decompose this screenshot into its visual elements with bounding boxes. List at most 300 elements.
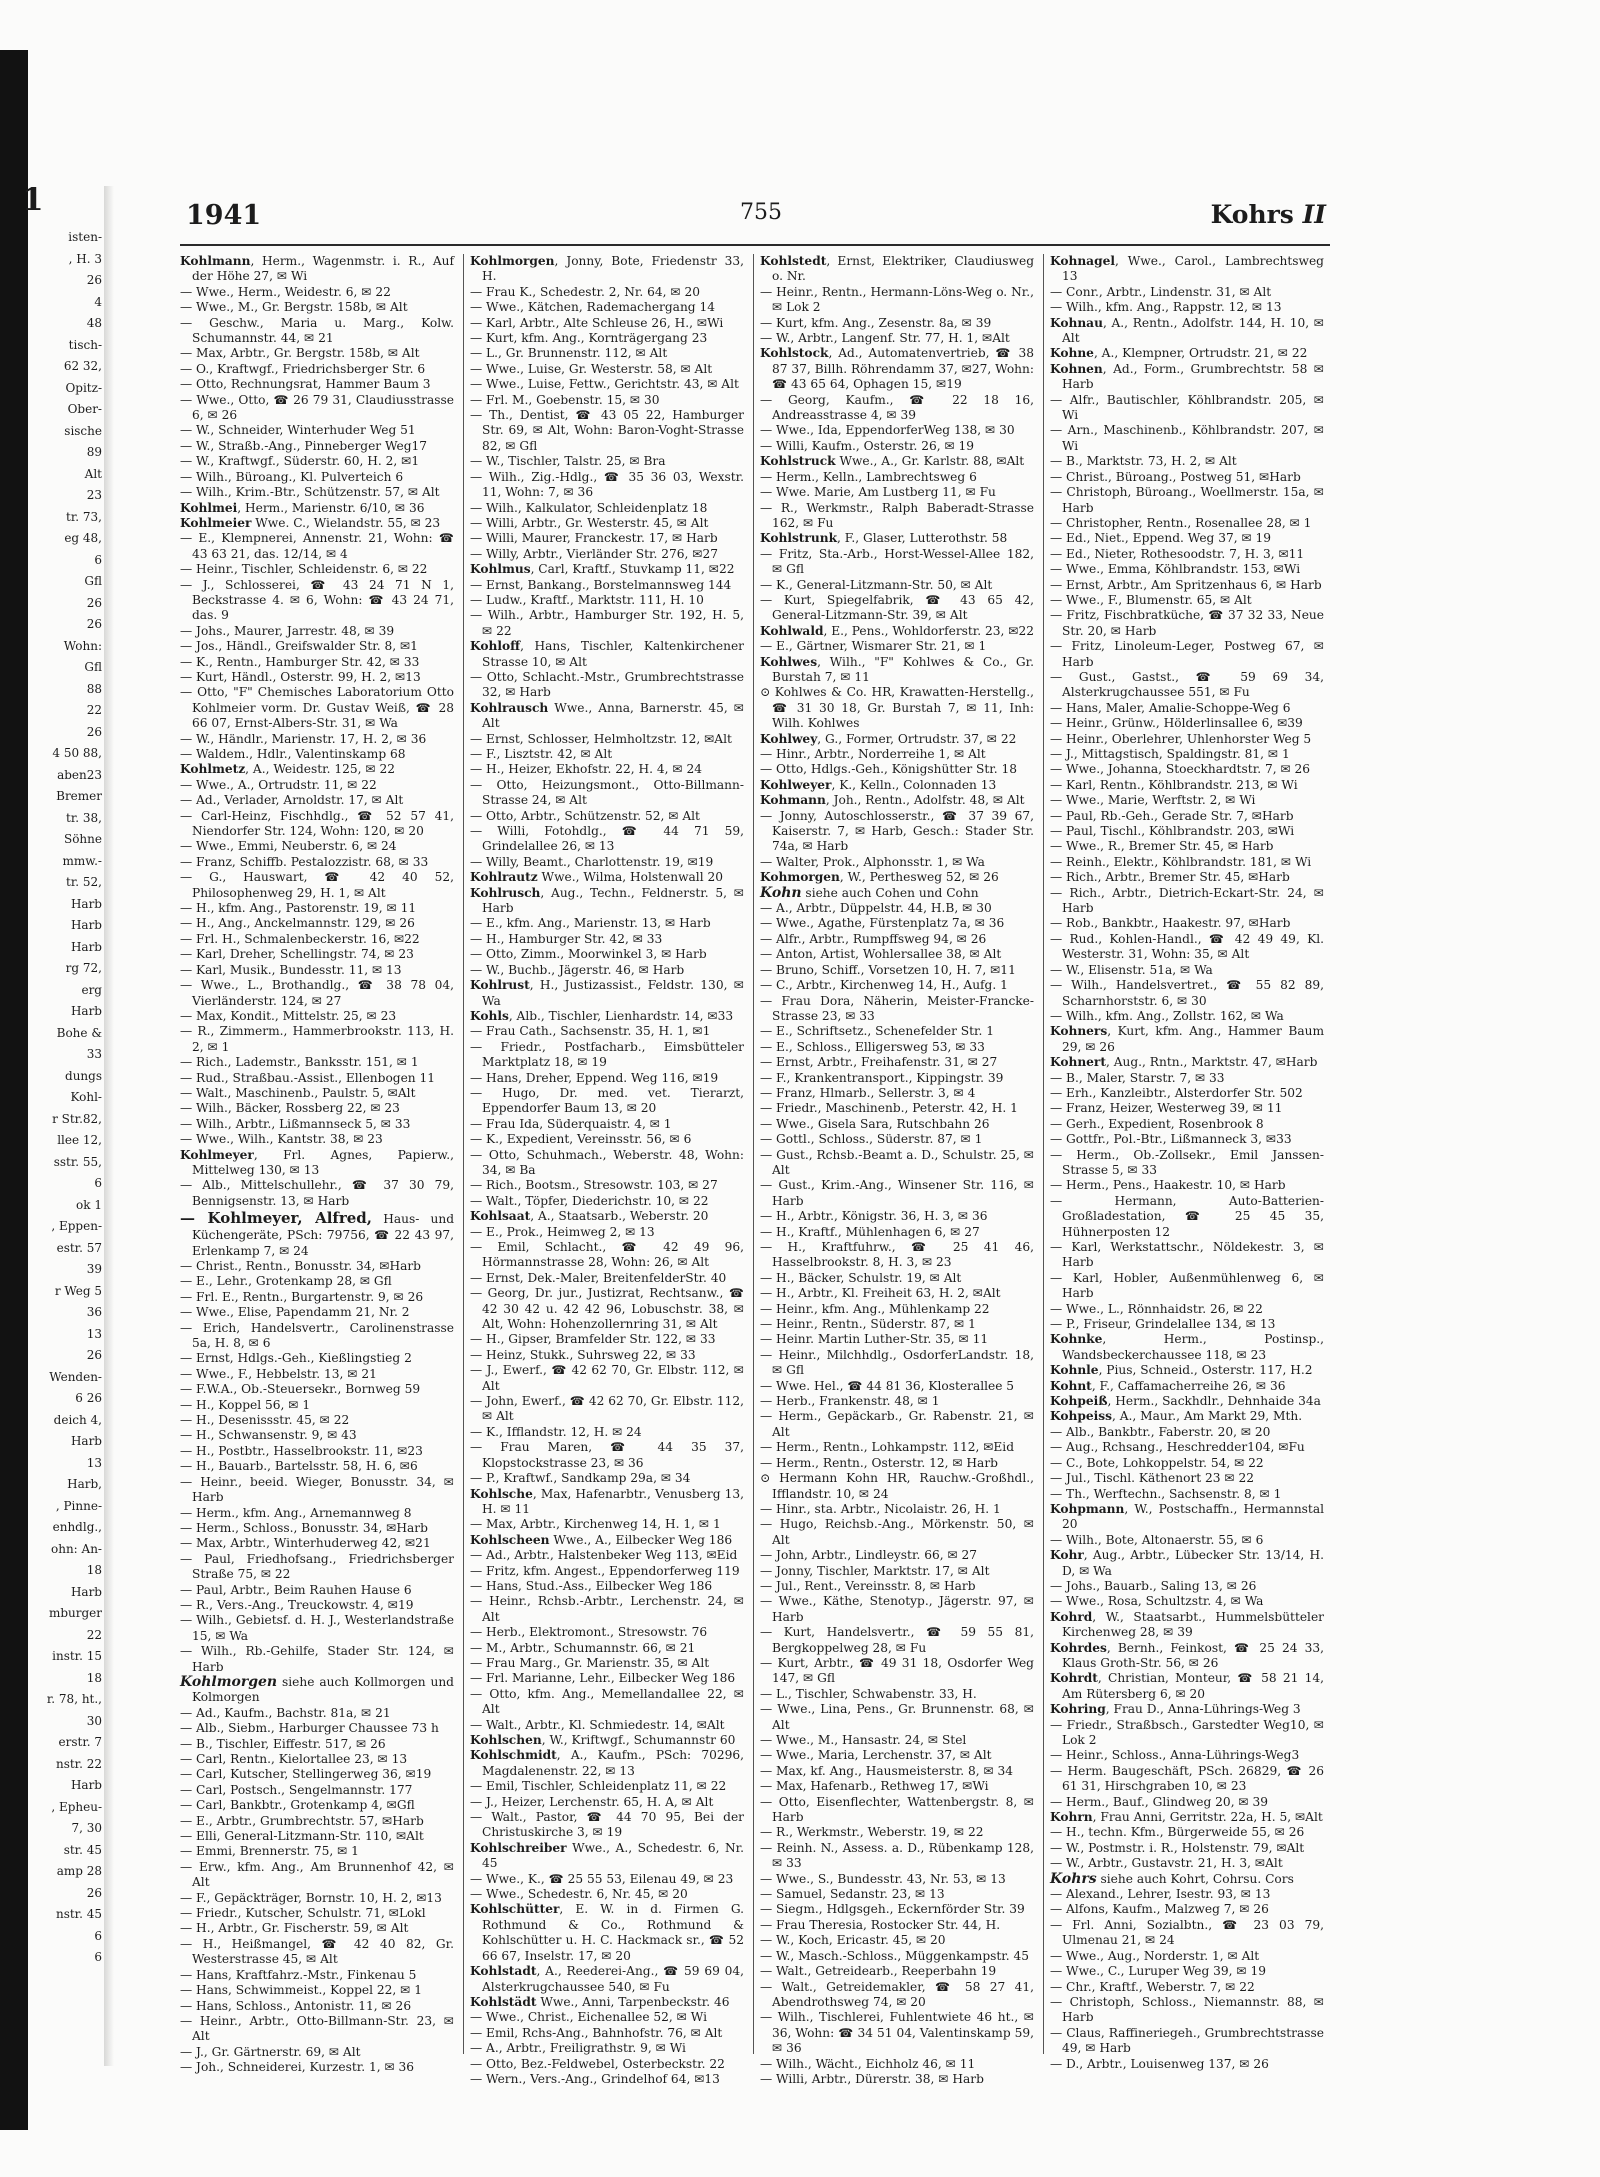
entry-details: — P., Kraftwf., Sandkamp 29a, ✉ 34 <box>470 1471 691 1486</box>
directory-entry <box>180 1178 454 1209</box>
directory-entry <box>470 562 744 577</box>
directory-entry <box>1050 362 1324 393</box>
entry-details: ⊙ Hermann Kohn HR, Rauchw.-Großhdl., Ifflandstr. 10, ✉ 24 <box>760 1471 1034 1501</box>
directory-entry <box>760 2057 1034 2072</box>
directory-entry <box>1050 1502 1324 1533</box>
directory-entry <box>1050 916 1324 931</box>
entry-details: — Kurt, Spiegelfabrik, ☎ 43 65 42, General-Litzmann-Str. 39, ✉ Alt <box>760 592 1034 623</box>
entry-details: — Karl, Musik., Bundesstr. 11, ✉ 13 <box>180 962 402 977</box>
entry-details: — Wilh., Büroang., Kl. Pulverteich 6 <box>180 469 404 484</box>
entry-details: — R., Werkmstr., Weberstr. 19, ✉ 22 <box>760 1825 984 1840</box>
directory-entry <box>470 1024 744 1039</box>
directory-entry <box>470 408 744 454</box>
entry-details: — H., Heizer, Ekhofstr. 22, H. 4, ✉ 24 <box>470 762 703 777</box>
directory-entry <box>180 1521 454 1536</box>
previous-page-fragment: sische <box>64 423 102 438</box>
previous-page-fragment: Ober- <box>67 402 102 416</box>
entry-details: — J., Ewerf., ☎ 42 62 70, Gr. Elbstr. 112, ✉ Alt <box>470 1363 744 1393</box>
directory-entry <box>1050 793 1324 808</box>
directory-entry <box>760 932 1034 947</box>
entry-details: — Heinr. Martin Luther-Str. 35, ✉ 11 <box>760 1332 989 1347</box>
entry-details: — Wern., Vers.-Ang., Grindelhof 64, ✉13 <box>470 2071 720 2086</box>
entry-details: — Wwe., Käthe, Stenotyp., Jägerstr. 97, ✉ Harb <box>760 1594 1034 1624</box>
previous-page-fragment: 13 <box>86 1455 102 1470</box>
entry-details: — Herb., Elektromont., Stresowstr. 76 <box>470 1625 708 1640</box>
directory-entry <box>470 1579 744 1594</box>
entry-details: — Paul, Tischl., Köhlbrandstr. 203, ✉Wi <box>1050 824 1295 839</box>
entry-surname: Kohrn <box>1050 1810 1093 1825</box>
entry-details: — Max, Kondit., Mittelstr. 25, ✉ 23 <box>180 1008 397 1023</box>
directory-entry <box>470 855 744 870</box>
directory-entry <box>470 670 744 701</box>
directory-entry <box>1050 1086 1324 1101</box>
entry-details: — G., Hauswart, ☎ 42 40 52, Philosophenweg 29, H. 1, ✉ Alt <box>180 870 454 900</box>
entry-details: Wwe., Anna, Barnerstr. 45, ✉Alt <box>482 700 744 731</box>
directory-entry <box>760 1394 1034 1409</box>
directory-entry <box>470 1071 744 1086</box>
directory-entry <box>760 1148 1034 1179</box>
entry-details: — A., Arbtr., Freiligrathstr. 9, ✉ Wi <box>470 2041 686 2056</box>
previous-page-fragment: aben23 <box>57 767 102 782</box>
previous-page-fragment: Bohe & <box>56 1025 102 1040</box>
entry-details: — Herm., Gepäckarb., Gr. Rabenstr. 21, ✉ Alt <box>760 1409 1034 1439</box>
previous-page-fragment: 18 <box>86 1670 102 1685</box>
entry-details: — Frau Cath., Sachsenstr. 35, H. 1, ✉1 <box>470 1024 711 1039</box>
directory-entry <box>180 1968 454 1983</box>
entry-surname: Kohnau <box>1050 315 1103 330</box>
directory-entry <box>470 1363 744 1394</box>
directory-entry <box>470 2041 744 2056</box>
previous-page-fragment: 26 <box>86 595 102 610</box>
entry-details: — Heinr., Rchsb.-Arbtr., Lerchenstr. 24, ✉ Alt <box>470 1594 744 1624</box>
directory-entry <box>1050 778 1324 793</box>
entry-surname: Kohpeiss <box>1050 1409 1112 1424</box>
previous-page-fragment: 26 <box>86 1885 102 1900</box>
entry-details: — Walt., Pastor, ☎ 44 70 95, Bei der Christuskirche 3, ✉ 19 <box>470 1810 744 1840</box>
entry-details: — Paul, Arbtr., Beim Rauhen Hause 6 <box>180 1582 412 1597</box>
entry-surname: Kohlstadt <box>470 1964 537 1979</box>
directory-entry <box>470 1748 744 1779</box>
entry-details: — Max, Arbtr., Kirchenweg 14, H. 1, ✉ 1 <box>470 1517 721 1532</box>
entry-details: — Hinr., sta. Arbtr., Nicolaistr. 26, H. 1 <box>760 1501 1001 1516</box>
entry-details: — Wwe., Luise, Fettw., Gerichtstr. 43, ✉ Alt <box>470 377 739 392</box>
entry-details: — Gerh., Expedient, Rosenbrook 8 <box>1050 1116 1264 1131</box>
previous-page-fragment: amp 28 <box>56 1864 102 1878</box>
directory-entry <box>470 501 744 516</box>
directory-entry <box>760 1302 1034 1317</box>
directory-entry <box>760 870 1034 885</box>
directory-entry <box>470 1641 744 1656</box>
entry-details: — Ed., Nieter, Rothesoodstr. 7, H. 3, ✉11 <box>1050 546 1305 561</box>
header-rule <box>180 244 1330 246</box>
directory-entry <box>470 1271 744 1286</box>
directory-entry <box>180 1009 454 1024</box>
directory-entry <box>180 1829 454 1844</box>
directory-entry <box>760 1440 1034 1455</box>
previous-page-fragment: isten- <box>68 230 102 244</box>
directory-entry <box>1050 1132 1324 1147</box>
entry-details: — Siegm., Hdlgsgeh., Eckernförder Str. 39 <box>760 1902 1025 1917</box>
entry-details: — Walt., Arbtr., Kl. Schmiedestr. 14, ✉Alt <box>470 1717 725 1732</box>
entry-details: — Carl-Heinz, Fischhdlg., ☎ 52 57 41, Niendorfer Str. 124, Wohn: 120, ✉ 20 <box>180 808 454 839</box>
entry-surname: Kohrdes <box>1050 1640 1107 1655</box>
directory-entry <box>180 2045 454 2060</box>
directory-entry <box>760 1502 1034 1517</box>
entry-details: — Wwe., Marie, Werftstr. 2, ✉ Wi <box>1050 793 1256 808</box>
directory-entry <box>1050 516 1324 531</box>
previous-page-fragment: tr. 73, <box>66 509 102 524</box>
entry-details: — Th., Werftechn., Sachsenstr. 8, ✉ 1 <box>1050 1486 1282 1501</box>
entry-surname: Kohlrautz <box>470 870 538 885</box>
entry-details: — Karl, Rentn., Köhlbrandstr. 213, ✉ Wi <box>1050 777 1298 792</box>
directory-entry <box>1050 346 1324 361</box>
directory-entry <box>470 1964 744 1995</box>
directory-entry <box>470 639 744 670</box>
previous-page-fragment: 6 <box>94 1176 102 1190</box>
previous-page-number: 1 <box>22 182 43 218</box>
directory-entry <box>1050 593 1324 608</box>
entry-cross-reference-heading: Kohn <box>760 884 802 901</box>
directory-entry <box>1050 608 1324 639</box>
directory-entry <box>1050 839 1324 854</box>
directory-entry <box>470 2072 744 2087</box>
directory-entry <box>1050 1055 1324 1070</box>
previous-page-fragment: 22 <box>86 1627 102 1642</box>
directory-entry <box>1050 562 1324 577</box>
directory-entry <box>180 1937 454 1968</box>
entry-details: — Ernst, Hdlgs.-Geh., Kießlingstieg 2 <box>180 1351 412 1366</box>
directory-entry <box>760 285 1034 316</box>
entry-details: , W., Staatsarbt., Hummelsbütteler Kirchenweg 28, ✉ 39 <box>1062 1609 1324 1640</box>
entry-details: — K., Expedient, Vereinsstr. 56, ✉ 6 <box>470 1132 692 1147</box>
entry-details: — Wwe., A., Ortrudstr. 11, ✉ 22 <box>180 777 377 792</box>
entry-surname: Kohlweyer <box>760 777 832 792</box>
directory-entry <box>470 393 744 408</box>
directory-entry <box>760 1348 1034 1379</box>
entry-details: — Emil, Tischler, Schleidenplatz 11, ✉ 22 <box>470 1779 727 1794</box>
entry-surname: Kohlmei <box>180 500 238 515</box>
previous-page-fragment: 26 <box>86 273 102 287</box>
entry-details: Wwe., Wilma, Holstenwall 20 <box>537 870 723 885</box>
entry-details: — Friedr., Maschinenb., Peterstr. 42, H. 1 <box>760 1101 1018 1116</box>
entry-details: — Alb., Bankbtr., Faberstr. 20, ✉ 20 <box>1050 1424 1271 1439</box>
directory-entry <box>180 1290 454 1305</box>
directory-entry <box>760 1764 1034 1779</box>
directory-entry <box>180 516 454 531</box>
directory-entry <box>760 1101 1034 1116</box>
entry-details: siehe auch Cohen und Cohn <box>801 885 979 900</box>
entry-details: — Paul, Friedhofsang., Friedrichsberger Straße 75, ✉ 22 <box>180 1551 454 1582</box>
entry-details: — D., Arbtr., Louisenweg 137, ✉ 26 <box>1050 2056 1269 2071</box>
entry-details: — Kurt, Handelsvertr., ☎ 59 55 81, Bergkoppelweg 28, ✉ Fu <box>760 1625 1034 1655</box>
entry-details: — Arn., Maschinenb., Köhlbrandstr. 207, ✉ Wi <box>1050 423 1324 453</box>
entry-details: — Geschw., Maria u. Marg., Kolw. Schumannstr. 44, ✉ 21 <box>180 315 454 346</box>
entry-surname: Kohlschmidt <box>470 1748 557 1763</box>
directory-entry <box>760 978 1034 993</box>
entry-details: — Otto, kfm. Ang., Memellandallee 22, ✉ Alt <box>470 1686 744 1717</box>
entry-details: — E., Klempnerei, Annenstr. 21, Wohn: ☎ 43 63 21, das. 12/14, ✉ 4 <box>180 531 454 561</box>
previous-page-fragment: tr. 52, <box>66 875 102 889</box>
entry-details: — Emil, Schlacht., ☎ 42 49 96, Hörmannstrasse 28, Wohn: 26, ✉ Alt <box>470 1240 744 1270</box>
entry-details: — C., Bote, Lohkoppelstr. 54, ✉ 22 <box>1050 1455 1264 1470</box>
entry-details: , Max, Hafenarbtr., Venusberg 13, H. ✉ 11 <box>482 1486 744 1516</box>
directory-entry <box>180 1413 454 1428</box>
directory-entry <box>760 809 1034 855</box>
directory-entry <box>760 2010 1034 2056</box>
directory-entry <box>1050 1071 1324 1086</box>
entry-details: — Alexand., Lehrer, Isestr. 93, ✉ 13 <box>1050 1887 1271 1902</box>
directory-entry <box>760 346 1034 392</box>
entry-details: — Claus, Raffineriegeh., Grumbrechtstrasse 49, ✉ Harb <box>1050 2025 1324 2056</box>
directory-entry <box>1050 1332 1324 1363</box>
directory-entry <box>760 1733 1034 1748</box>
entry-details: — P., Friseur, Grindelallee 134, ✉ 13 <box>1050 1317 1276 1332</box>
entry-surname: Kohpmann <box>1050 1501 1125 1516</box>
entry-details: — Hugo, Dr. med. vet. Tierarzt, Eppendorfer Baum 13, ✉ 20 <box>470 1085 744 1116</box>
entry-details: — H., Desenissstr. 45, ✉ 22 <box>180 1413 350 1428</box>
entry-surname: Kohlmus <box>470 562 531 577</box>
directory-entry <box>1050 1980 1324 1995</box>
entry-details: , Hans, Tischler, Kaltenkirchener Strasse 10, ✉ Alt <box>482 639 744 669</box>
entry-surname: Kohpeiß <box>1050 1394 1108 1409</box>
directory-entry <box>470 1471 744 1486</box>
directory-entry <box>180 1921 454 1936</box>
entry-details: — H., Hamburger Str. 42, ✉ 33 <box>470 931 663 946</box>
entry-details: — H., techn. Kfm., Bürgerweide 55, ✉ 26 <box>1050 1825 1305 1840</box>
previous-page-fragment: erstr. 7 <box>58 1735 102 1749</box>
directory-entry <box>1050 1394 1324 1409</box>
entry-details: — Rich., Lademstr., Banksstr. 151, ✉ 1 <box>180 1055 419 1070</box>
directory-entry <box>1050 1425 1324 1440</box>
previous-page-fragment: 23 <box>86 488 102 502</box>
entry-details: — Walt., Getreidemakler, ☎ 58 27 41, Abendrothsweg 74, ✉ 20 <box>760 1979 1034 2009</box>
directory-entry <box>760 316 1034 331</box>
entry-details: — W., Kraftwgf., Süderstr. 60, H. 2, ✉1 <box>180 454 420 469</box>
entry-details: , A., Weidestr. 125, ✉ 22 <box>245 762 395 777</box>
entry-surname: Kohlschen <box>470 1733 542 1747</box>
entry-surname: Kohlstruck <box>760 454 836 469</box>
directory-entry <box>470 1872 744 1887</box>
directory-entry <box>760 1902 1034 1917</box>
entry-surname: Kohmann <box>760 793 826 808</box>
directory-entry <box>760 1918 1034 1933</box>
directory-entry <box>470 1148 744 1179</box>
entry-details: — W., Tischler, Talstr. 25, ✉ Bra <box>470 454 666 469</box>
entry-surname: Kohlsche <box>470 1486 533 1501</box>
entry-details: — Herm., kfm. Ang., Arnemannweg 8 <box>180 1505 412 1520</box>
entry-details: — Wwe., M., Hansastr. 24, ✉ Stel <box>760 1733 967 1747</box>
entry-details: — Wwe., M., Gr. Bergstr. 158b, ✉ Alt <box>180 300 408 315</box>
entry-details: — Samuel, Sedanstr. 23, ✉ 13 <box>760 1887 945 1902</box>
directory-entry <box>470 1718 744 1733</box>
directory-entry <box>470 1517 744 1532</box>
directory-entry <box>760 393 1034 424</box>
entry-cross-reference-heading: Kohlmorgen <box>180 1673 278 1690</box>
page-header <box>180 190 1330 234</box>
directory-entry <box>180 1613 454 1644</box>
entry-details: — Max, kf. Ang., Hausmeisterstr. 8, ✉ 34 <box>760 1763 1014 1778</box>
entry-details: — W., Arbtr., Gustavstr. 21, H. 3, ✉Alt <box>1050 1856 1283 1871</box>
directory-entry <box>470 516 744 531</box>
entry-details: — Max, Arbtr., Gr. Bergstr. 158b, ✉ Alt <box>180 346 420 361</box>
entry-details: — Wwe., L., Rönnhaidstr. 26, ✉ 22 <box>1050 1301 1263 1316</box>
directory-entry <box>470 1564 744 1579</box>
directory-entry <box>180 1506 454 1521</box>
entry-surname: Kohlmann <box>180 254 251 268</box>
entry-surname: Kohnle <box>1050 1363 1099 1378</box>
entry-details: — Otto, Heizungsmont., Otto-Billmann-Strasse 24, ✉ Alt <box>470 777 744 808</box>
entry-details: — Willi, Maurer, Franckestr. 17, ✉ Harb <box>470 531 718 546</box>
previous-page-fragment: Harb <box>70 1778 102 1792</box>
directory-entry <box>180 1536 454 1551</box>
previous-page-fragment: Wohn: <box>63 638 102 653</box>
directory-entry <box>180 1459 454 1474</box>
entry-details: — Wwe., Luise, Gr. Westerstr. 58, ✉ Alt <box>470 361 713 376</box>
directory-entry <box>180 670 454 685</box>
directory-entry <box>1050 1918 1324 1949</box>
directory-entry <box>180 346 454 361</box>
directory-entry <box>1050 1825 1324 1840</box>
previous-page-fragment: 26 <box>86 724 102 739</box>
entry-details: — Christoph, Büroang., Woellmerstr. 15a, ✉ Harb <box>1050 485 1324 515</box>
directory-entry <box>470 316 744 331</box>
directory-entry <box>1050 701 1324 716</box>
entry-details: — Christ., Büroang., Postweg 51, ✉Harb <box>1050 469 1301 484</box>
directory-entry <box>180 1071 454 1086</box>
directory-entry <box>470 300 744 315</box>
entry-details: — F., Krankentransport., Kippingstr. 39 <box>760 1070 1004 1085</box>
previous-page-fragment: eg 48, <box>64 531 102 545</box>
directory-entry <box>760 1548 1034 1563</box>
directory-entry <box>1050 870 1324 885</box>
directory-entry <box>1050 300 1324 315</box>
directory-entry <box>180 1132 454 1147</box>
previous-page-fragment: Harb <box>70 918 102 932</box>
previous-page-fragment: instr. 15 <box>52 1649 102 1663</box>
entry-details: — Otto, Zimm., Moorwinkel 3, ✉ Harb <box>470 947 707 962</box>
directory-entry <box>470 531 744 546</box>
previous-page-fragment: erg <box>81 982 102 997</box>
entry-details: , W., Kriftwgf., Schumannstr 60 <box>541 1733 736 1747</box>
directory-entry <box>760 1209 1034 1224</box>
entry-details: Wwe., A., Gr. Karlstr. 88, ✉Alt <box>835 454 1025 469</box>
entry-details: — Erich, Handelsvertr., Carolinenstrasse 5a, H. 8, ✉ 6 <box>180 1320 454 1351</box>
directory-entry <box>180 2014 454 2045</box>
directory-entry <box>1050 1902 1324 1917</box>
entry-details: , F., Caffamacherreihe 26, ✉ 36 <box>1091 1378 1286 1393</box>
directory-entry <box>1050 316 1324 347</box>
header-page-number: 755 <box>740 200 782 225</box>
directory-entry <box>760 1040 1034 1055</box>
entry-details: — H., Ang., Anckelmannstr. 129, ✉ 26 <box>180 916 415 931</box>
directory-entry <box>1050 762 1324 777</box>
entry-surname: Kohlstedt <box>760 254 827 268</box>
directory-entry <box>180 916 454 931</box>
directory-entry <box>180 1209 454 1259</box>
entry-details: — Wilh., kfm. Ang., Zollstr. 162, ✉ Wa <box>1050 1008 1284 1023</box>
entry-details: — R., Zimmerm., Hammerbrookstr. 113, H. 2, ✉ 1 <box>180 1024 454 1054</box>
directory-entry <box>180 778 454 793</box>
entry-details: , E. W. in d. Firmen G. Rothmund & Co., Rothmund & Kohlschütter u. H. C. Hackmack sr., ☎ 52 66 67, Inselstr. 17, ✉ 20 <box>482 1902 744 1963</box>
directory-entry <box>180 1737 454 1752</box>
entry-details: — Gust., Gastst., ☎ 59 69 34, Alsterkrugchaussee 551, ✉ Fu <box>1050 669 1324 700</box>
directory-entry <box>1050 1194 1324 1240</box>
directory-entry <box>1050 1548 1324 1579</box>
entry-details: , Carl, Kraftf., Stuvkamp 11, ✉22 <box>530 562 735 577</box>
entry-details: — Ernst, Arbtr., Am Spritzenhaus 6, ✉ Harb <box>1050 577 1322 592</box>
entry-surname: Kohlschütter <box>470 1902 560 1917</box>
directory-entry <box>470 1425 744 1440</box>
entry-details: — Wwe., F., Blumenstr. 65, ✉ Alt <box>1050 592 1252 607</box>
directory-entry <box>1050 1440 1324 1455</box>
entry-details: — Wwe., Herm., Weidestr. 6, ✉ 22 <box>180 284 391 299</box>
directory-entry <box>760 1687 1034 1702</box>
entry-details: — Wilh., Wächt., Eichholz 46, ✉ 11 <box>760 2056 976 2071</box>
entry-details: — E., Prok., Heimweg 2, ✉ 13 <box>470 1224 655 1239</box>
entry-advertised-name: — Kohlmeyer, Alfred, <box>180 1209 373 1228</box>
entry-details: — Wilh., Kalkulator, Schleidenplatz 18 <box>470 500 708 515</box>
entry-details: — Herm., Bauf., Glindweg 20, ✉ 39 <box>1050 1794 1269 1809</box>
previous-page-fragment: sstr. 55, <box>53 1154 102 1169</box>
entry-details: — Hugo, Reichsb.-Ang., Mörkenstr. 50, ✉ Alt <box>760 1517 1034 1547</box>
directory-entry <box>180 963 454 978</box>
directory-entry <box>470 1594 744 1625</box>
directory-entry <box>470 2026 744 2041</box>
directory-entry <box>180 1148 454 1179</box>
directory-column-3 <box>760 254 1034 2084</box>
previous-page-fragment: 39 <box>86 1262 102 1276</box>
entry-details: — E., Lehr., Grotenkamp 28, ✉ Gfl <box>180 1274 392 1289</box>
directory-entry <box>760 1409 1034 1440</box>
directory-entry <box>470 1240 744 1271</box>
entry-details: — Wwe., Ida, EppendorferWeg 138, ✉ 30 <box>760 423 1015 438</box>
directory-entry <box>180 1475 454 1506</box>
entry-details: — Wwe. Hel., ☎ 44 81 36, Klosterallee 5 <box>760 1378 1015 1393</box>
entry-details: — Herm., Rentn., Lohkampstr. 112, ✉Eid <box>760 1440 1015 1455</box>
directory-entry <box>760 423 1034 438</box>
entry-surname: Kohlsaat <box>470 1209 531 1224</box>
directory-entry <box>180 870 454 901</box>
directory-entry <box>760 963 1034 978</box>
directory-entry <box>760 1517 1034 1548</box>
entry-details: — W., Postmstr. i. R., Holstenstr. 79, ✉Alt <box>1050 1840 1305 1855</box>
directory-entry <box>180 285 454 300</box>
entry-details: — Frau Marg., Gr. Marienstr. 35, ✉ Alt <box>470 1655 710 1670</box>
entry-details: — Otto, Schlacht.-Mstr., Grumbrechtstrasse 32, ✉ Harb <box>470 669 744 700</box>
entry-surname: Kohlrust <box>470 978 530 993</box>
directory-entry <box>180 423 454 438</box>
directory-entry <box>470 608 744 639</box>
directory-entry <box>760 855 1034 870</box>
directory-entry <box>180 1086 454 1101</box>
entry-details: ⊙ Kohlwes & Co. HR, Krawatten-Herstellg., ☎ 31 30 18, Gr. Burstah 7, ✉ 11, Inh: Wilh. Kohlwes <box>760 685 1034 731</box>
entry-details: , E., Pens., Wohldorferstr. 23, ✉22 <box>823 623 1035 638</box>
directory-entry <box>470 1533 744 1548</box>
directory-entry <box>180 377 454 392</box>
entry-details: — Otto, Schuhmach., Weberstr. 48, Wohn: 34, ✉ Ba <box>470 1147 744 1177</box>
previous-page-fragment: 13 <box>86 1326 102 1341</box>
previous-page-fragment: 4 <box>94 294 102 309</box>
directory-entry <box>760 1748 1034 1763</box>
entry-details: — Th., Dentist, ☎ 43 05 22, Hamburger Str. 69, ✉ Alt, Wohn: Baron-Voght-Strasse 82, ✉ Gfl <box>470 408 744 453</box>
entry-details: — A., Arbtr., Düppelstr. 44, H.B, ✉ 30 <box>760 901 992 916</box>
entry-details: — Max, Hafenarb., Rethweg 17, ✉Wi <box>760 1779 989 1794</box>
directory-entry <box>1050 1610 1324 1641</box>
entry-details: — B., Tischler, Eiffestr. 517, ✉ 26 <box>180 1736 386 1751</box>
directory-entry <box>760 578 1034 593</box>
directory-entry <box>760 947 1034 962</box>
previous-page-fragment: 89 <box>86 445 102 459</box>
